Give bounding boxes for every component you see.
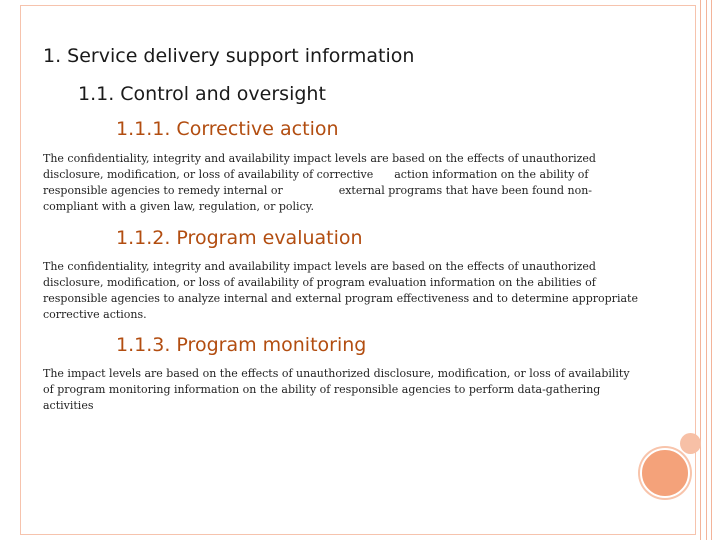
section-title: 1. Service delivery support information	[43, 45, 415, 67]
paragraph-line: The confidentiality, integrity and availability impact levels are based on the effects of unauthorized	[43, 152, 596, 165]
decorative-rail	[700, 0, 701, 540]
small-circle-ornament	[680, 433, 701, 454]
large-circle-ornament	[640, 448, 690, 498]
paragraph-line: activities	[43, 399, 94, 412]
paragraph-line: of program monitoring information on the ability of responsible agencies to perform data-gathering	[43, 383, 601, 396]
paragraph-program-monitoring	[43, 366, 643, 414]
paragraph-line: compliant with a given law, regulation, or policy.	[43, 200, 314, 213]
paragraph-line: corrective actions.	[43, 308, 147, 321]
paragraph-program-evaluation	[43, 259, 643, 323]
decorative-rail	[706, 0, 707, 540]
paragraph-line: The confidentiality, integrity and availability impact levels are based on the effects of unauthorized	[43, 260, 596, 273]
paragraph-line: disclosure, modification, or loss of availability of corrective action information on the ability of	[43, 168, 589, 181]
decorative-rail	[711, 0, 712, 540]
heading-program-evaluation: 1.1.2. Program evaluation	[116, 227, 363, 249]
paragraph-line: disclosure, modification, or loss of availability of program evaluation information on the abilities of	[43, 276, 596, 289]
paragraph-line: responsible agencies to analyze internal and external program effectiveness and to determine appropriate	[43, 292, 638, 305]
heading-program-monitoring: 1.1.3. Program monitoring	[116, 334, 367, 356]
subsection-title: 1.1. Control and oversight	[78, 83, 326, 105]
paragraph-line: The impact levels are based on the effects of unauthorized disclosure, modification, or loss of availability	[43, 367, 630, 380]
paragraph-line: responsible agencies to remedy internal or external programs that have been found non-	[43, 184, 592, 197]
paragraph-corrective-action	[43, 151, 643, 215]
heading-corrective-action: 1.1.1. Corrective action	[116, 118, 339, 140]
